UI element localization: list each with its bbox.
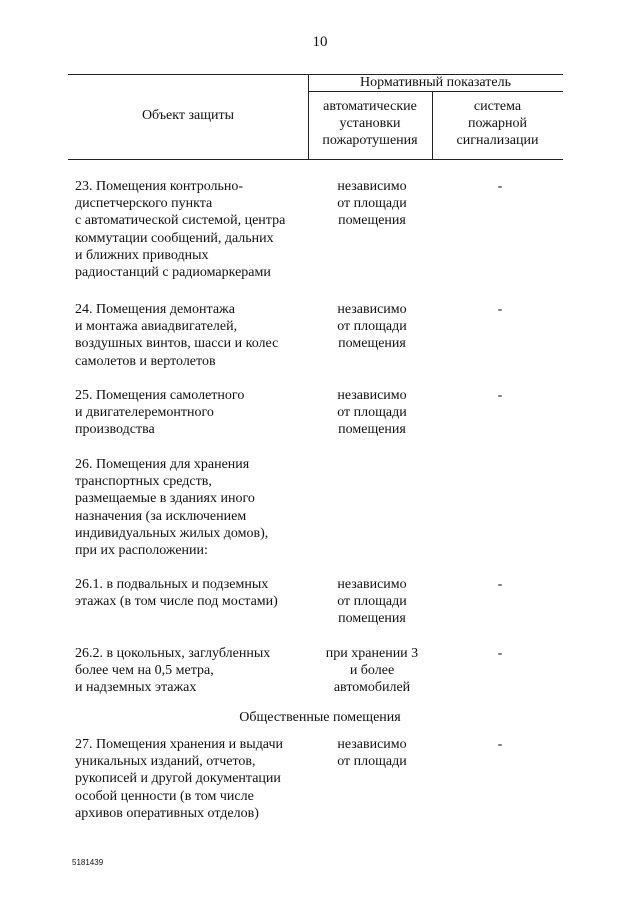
- section-heading: Общественные помещения: [239, 710, 401, 725]
- row-auto-value: независимо от площади помещения: [337, 577, 407, 627]
- table-header: [68, 70, 563, 160]
- row-auto-value: при хранении 3 и более автомобилей: [325, 646, 419, 696]
- row-auto-value: независимо от площади помещения: [337, 179, 407, 229]
- row-object: 24. Помещения демонтажа и монтажа авиадвигателей, воздушных винтов, шасси и колес самолетов и вертолетов: [75, 302, 279, 369]
- page-number: 10: [312, 34, 328, 50]
- row-signal-value: -: [497, 302, 503, 317]
- row-auto-value: независимо от площади помещения: [337, 302, 407, 352]
- row-signal-value: -: [497, 737, 503, 752]
- header-object-column: Объект защиты: [141, 108, 235, 123]
- row-auto-value: независимо от площади: [337, 737, 407, 770]
- header-fire-alarm: система пожарной сигнализации: [456, 99, 539, 148]
- header-bottom-rule: [68, 159, 563, 160]
- row-auto-value: независимо от площади помещения: [337, 388, 407, 438]
- header-auto-extinguishing: автоматические установки пожаротушения: [322, 99, 418, 148]
- row-object: 25. Помещения самолетного и двигателеремонтного производства: [75, 388, 245, 438]
- row-object: 26.1. в подвальных и подземных этажах (в том числе под мостами): [75, 577, 278, 610]
- header-normative-group: Нормативный показатель: [359, 75, 511, 90]
- row-signal-value: -: [497, 577, 503, 592]
- row-signal-value: -: [497, 646, 503, 661]
- row-object: 27. Помещения хранения и выдачи уникальных изданий, отчетов, рукописей и другой документации особой ценности (в том числе архивов оперативных отделов): [75, 737, 283, 821]
- document-code: 5181439: [72, 858, 104, 867]
- header-group-rule: [308, 91, 563, 92]
- row-signal-value: -: [497, 179, 503, 194]
- row-object: 26.2. в цокольных, заглубленных более чем на 0,5 метра, и надземных этажах: [75, 646, 271, 696]
- row-object: 26. Помещения для хранения транспортных средств, размещаемые в зданиях иного назначения (за исключением индивидуальных жилых домов), при их расположении:: [75, 457, 269, 559]
- row-signal-value: -: [497, 388, 503, 403]
- row-object: 23. Помещения контрольно- диспетчерского пункта с автоматической системой, центра коммутации сообщений, дальних и ближних приводных радиостанций с радиомаркерами: [75, 179, 286, 281]
